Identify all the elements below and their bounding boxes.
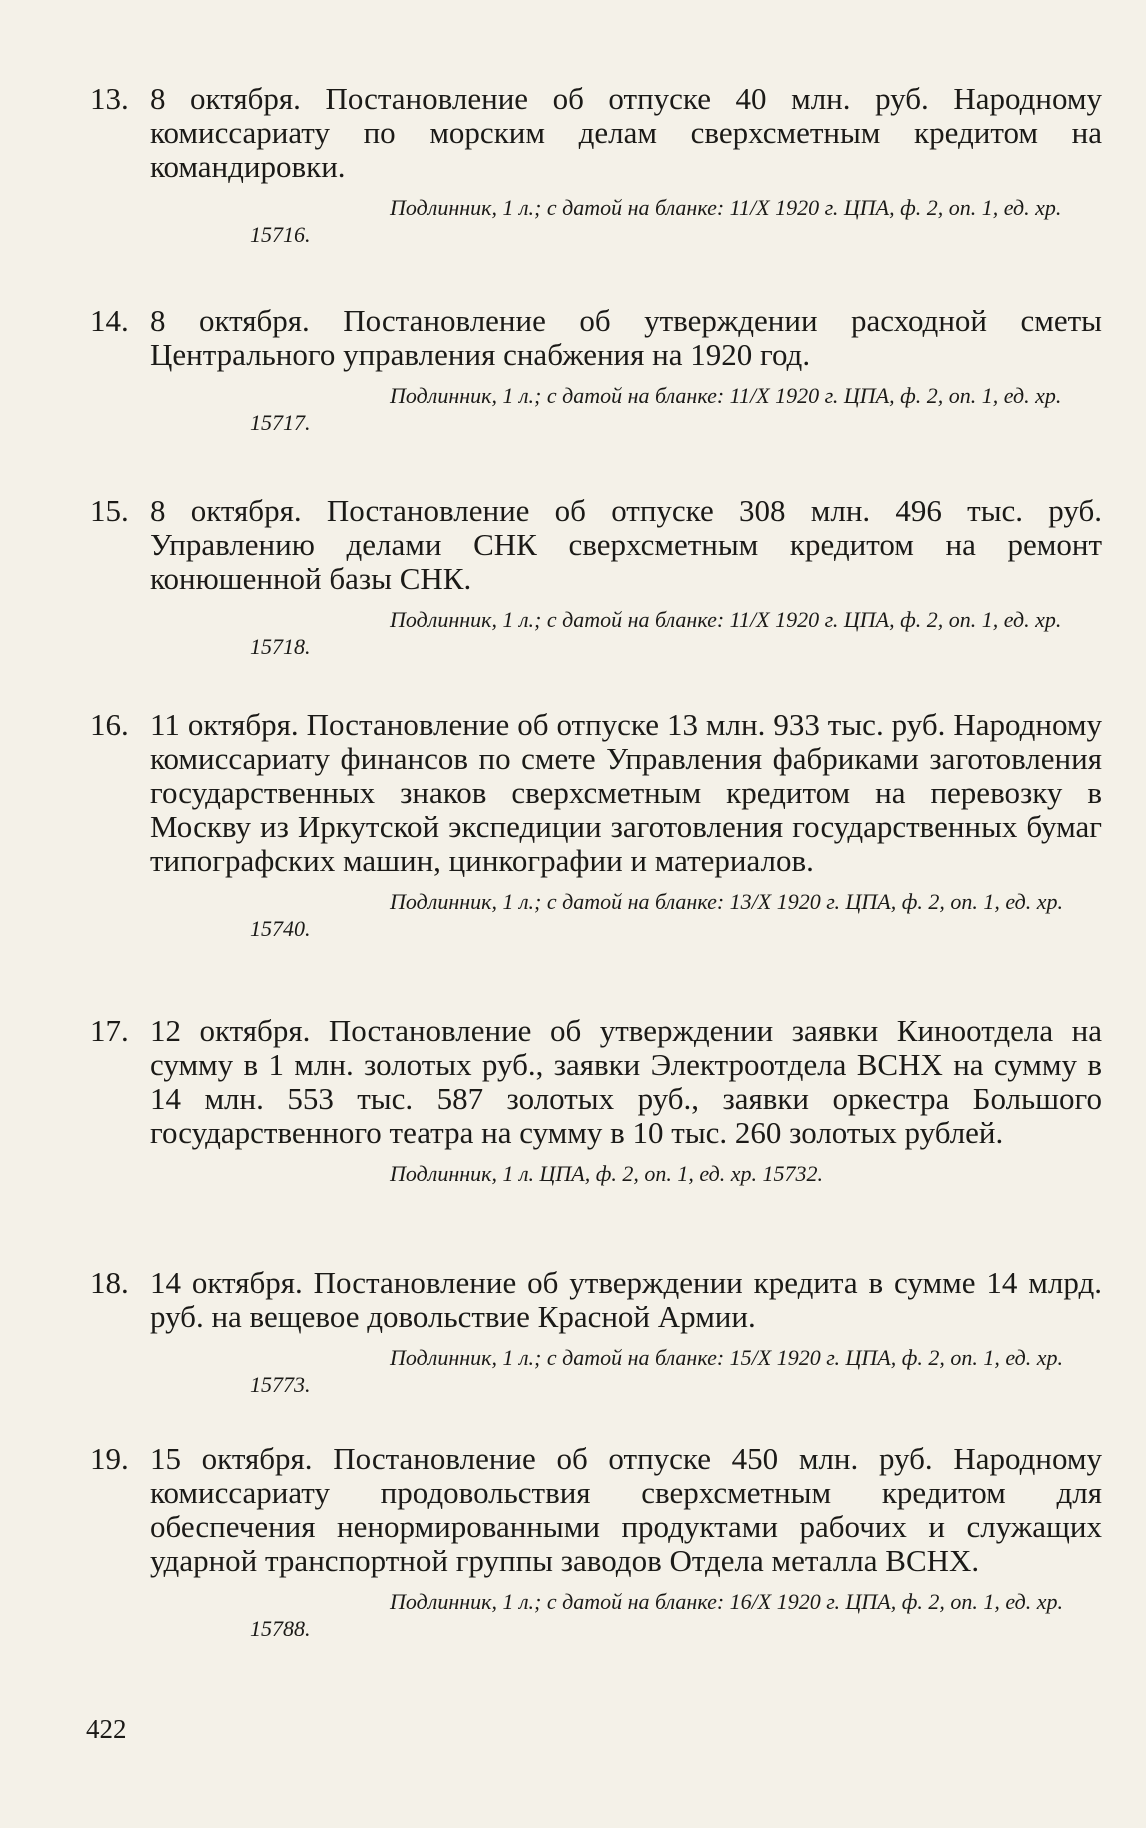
entry-17 bbox=[90, 1014, 1102, 1187]
entry-source: Подлинник, 1 л. ЦПА, ф. 2, оп. 1, ед. хр. 15732. bbox=[390, 1161, 823, 1186]
entry-source: Подлинник, 1 л.; с датой на бланке: 11/X 1920 г. ЦПА, ф. 2, оп. 1, ед. хр. 15716. bbox=[250, 195, 1062, 247]
entry-14 bbox=[90, 304, 1102, 436]
entry-number: 17. bbox=[90, 1013, 129, 1048]
entry-text: 15 октября. Постановление об отпуске 450 млн. руб. Народному комиссариату продовольствия сверхсметным кредитом для обеспечения ненормированными продуктами рабочих и служащих ударной транспортной группы заводов Отдела металла ВСНХ. bbox=[150, 1441, 1102, 1578]
entry-text: 8 октября. Постановление об отпуске 308 млн. 496 тыс. руб. Управлению делами СНК сверхсметным кредитом на ремонт конюшенной базы СНК. bbox=[150, 493, 1102, 596]
entry-13 bbox=[90, 82, 1102, 248]
entry-text: 11 октября. Постановление об отпуске 13 млн. 933 тыс. руб. Народному комиссариату финансов по смете Управления фабриками заготовления государственных знаков сверхсметным кредитом на перевозку в Москву из Иркутской экспедиции заготовления государственных бумаг типографских машин, цинкографии и материалов. bbox=[150, 707, 1102, 878]
entry-text: 8 октября. Постановление об утверждении расходной сметы Центрального управления снабжения на 1920 год. bbox=[150, 303, 1102, 372]
entry-number: 15. bbox=[90, 493, 129, 528]
entry-text: 8 октября. Постановление об отпуске 40 млн. руб. Народному комиссариату по морским делам сверхсметным кредитом на командировки. bbox=[150, 81, 1102, 184]
entry-18 bbox=[90, 1266, 1102, 1398]
entry-source: Подлинник, 1 л.; с датой на бланке: 15/X 1920 г. ЦПА, ф. 2, оп. 1, ед. хр. 15773. bbox=[250, 1345, 1063, 1397]
entry-text: 14 октября. Постановление об утверждении кредита в сумме 14 млрд. руб. на вещевое довольствие Красной Армии. bbox=[150, 1265, 1102, 1334]
entry-number: 19. bbox=[90, 1441, 129, 1476]
entry-source: Подлинник, 1 л.; с датой на бланке: 11/X 1920 г. ЦПА, ф. 2, оп. 1, ед. хр. 15717. bbox=[250, 383, 1062, 435]
entry-text: 12 октября. Постановление об утверждении заявки Киноотдела на сумму в 1 млн. золотых руб., заявки Электроотдела ВСНХ на сумму в 14 млн. 553 тыс. 587 золотых руб., заявки оркестра Большого государственного театра на сумму в 10 тыс. 260 золотых рублей. bbox=[150, 1013, 1102, 1150]
entry-19 bbox=[90, 1442, 1102, 1642]
entry-16 bbox=[90, 708, 1102, 942]
entry-number: 18. bbox=[90, 1265, 129, 1300]
entry-source: Подлинник, 1 л.; с датой на бланке: 16/X 1920 г. ЦПА, ф. 2, оп. 1, ед. хр. 15788. bbox=[250, 1589, 1063, 1641]
page-number: 422 bbox=[86, 1714, 127, 1744]
entry-number: 14. bbox=[90, 303, 129, 338]
entry-number: 13. bbox=[90, 81, 129, 116]
entry-source: Подлинник, 1 л.; с датой на бланке: 13/X 1920 г. ЦПА, ф. 2, оп. 1, ед. хр. 15740. bbox=[250, 889, 1063, 941]
entry-number: 16. bbox=[90, 707, 129, 742]
entry-source: Подлинник, 1 л.; с датой на бланке: 11/X 1920 г. ЦПА, ф. 2, оп. 1, ед. хр. 15718. bbox=[250, 607, 1062, 659]
entry-15 bbox=[90, 494, 1102, 660]
